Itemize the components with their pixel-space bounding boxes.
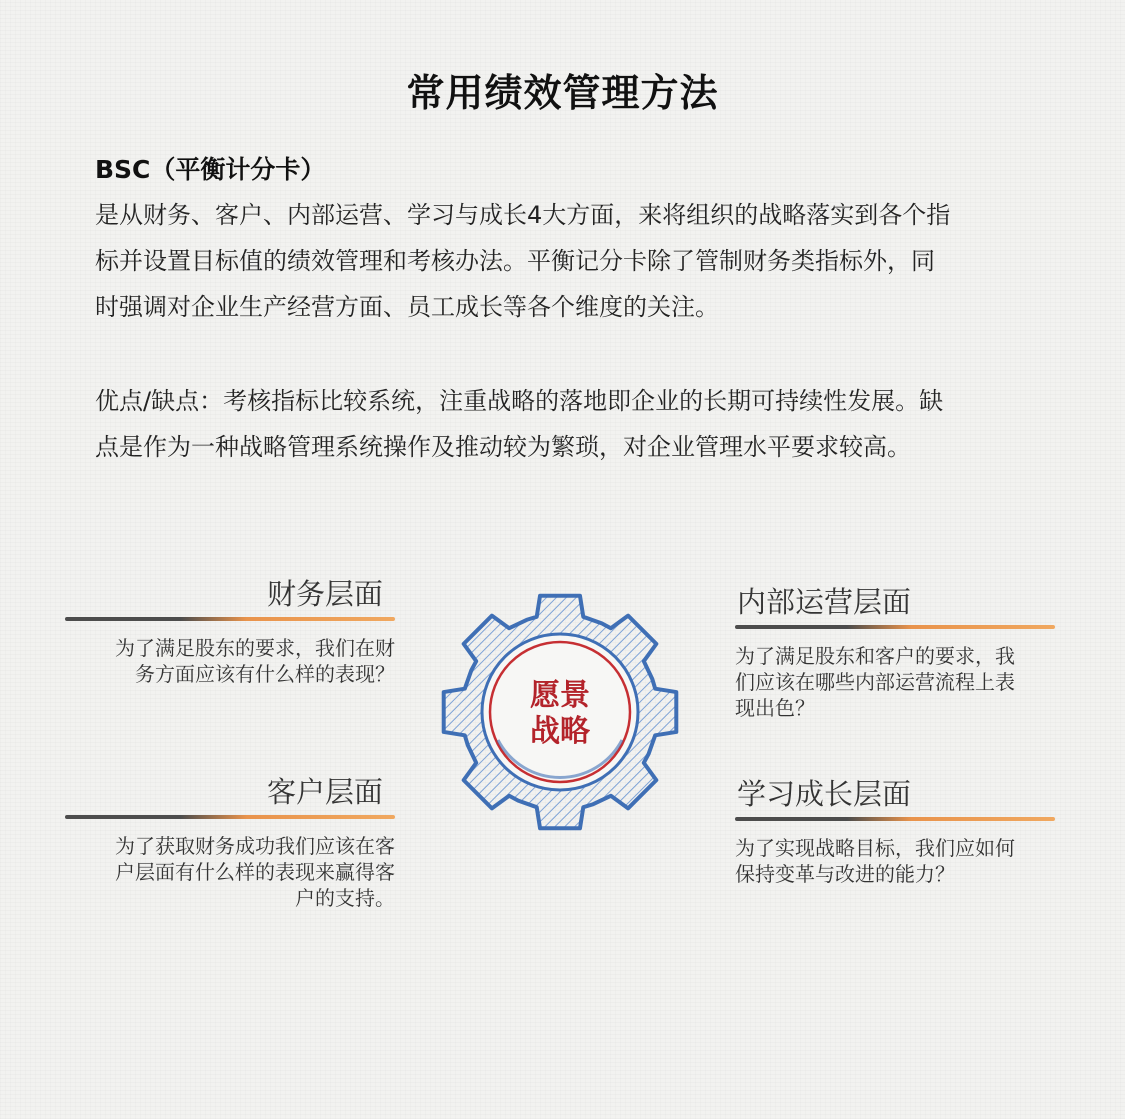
customer-desc-line: 户层面有什么样的表现来赢得客 — [115, 860, 395, 884]
customer-perspective — [65, 770, 395, 911]
pros-cons-paragraph — [95, 378, 1035, 470]
internal-perspective — [735, 580, 1055, 721]
center-text-strategy: 战略 — [530, 714, 590, 749]
learning-description — [735, 835, 1055, 887]
intro-paragraph — [95, 192, 1035, 330]
gear-graphic — [440, 590, 680, 835]
pros-cons-line: 优点/缺点：考核指标比较系统，注重战略的落地即企业的长期可持续性发展。缺 — [95, 387, 944, 415]
financial-underline — [65, 617, 395, 621]
learning-desc-line: 保持变革与改进的能力？ — [735, 862, 955, 886]
financial-description — [65, 635, 395, 687]
customer-desc-line: 为了获取财务成功我们应该在客 — [115, 834, 395, 858]
bsc-heading: BSC（平衡计分卡） — [95, 155, 326, 184]
internal-desc-line: 们应该在哪些内部运营流程上表 — [735, 670, 1015, 694]
internal-desc-line: 为了满足股东和客户的要求，我 — [735, 644, 1015, 668]
internal-desc-line: 现出色？ — [735, 696, 815, 720]
center-text-vision: 愿景 — [530, 678, 590, 713]
financial-desc-line: 为了满足股东的要求，我们在财 — [115, 636, 395, 660]
customer-desc-line: 户的支持。 — [295, 886, 395, 910]
customer-description — [65, 833, 395, 911]
internal-title: 内部运营层面 — [737, 585, 912, 619]
financial-title: 财务层面 — [266, 577, 383, 611]
customer-title: 客户层面 — [266, 775, 383, 809]
learning-desc-line: 为了实现战略目标，我们应如何 — [735, 836, 1015, 860]
internal-underline — [735, 625, 1055, 629]
financial-perspective — [65, 572, 395, 687]
intro-line: 是从财务、客户、内部运营、学习与成长4大方面，来将组织的战略落实到各个指 — [95, 201, 951, 229]
pros-cons-line: 点是作为一种战略管理系统操作及推动较为繁琐，对企业管理水平要求较高。 — [95, 433, 911, 461]
learning-underline — [735, 817, 1055, 821]
intro-line: 标并设置目标值的绩效管理和考核办法。平衡记分卡除了管制财务类指标外，同 — [95, 247, 935, 275]
bsc-diagram — [0, 540, 1125, 960]
page-title: 常用绩效管理方法 — [406, 71, 719, 115]
learning-title: 学习成长层面 — [737, 777, 912, 811]
internal-description — [735, 643, 1055, 721]
learning-perspective — [735, 772, 1055, 887]
financial-desc-line: 务方面应该有什么样的表现？ — [135, 662, 395, 686]
customer-underline — [65, 815, 395, 819]
intro-line: 时强调对企业生产经营方面、员工成长等各个维度的关注。 — [95, 293, 719, 321]
